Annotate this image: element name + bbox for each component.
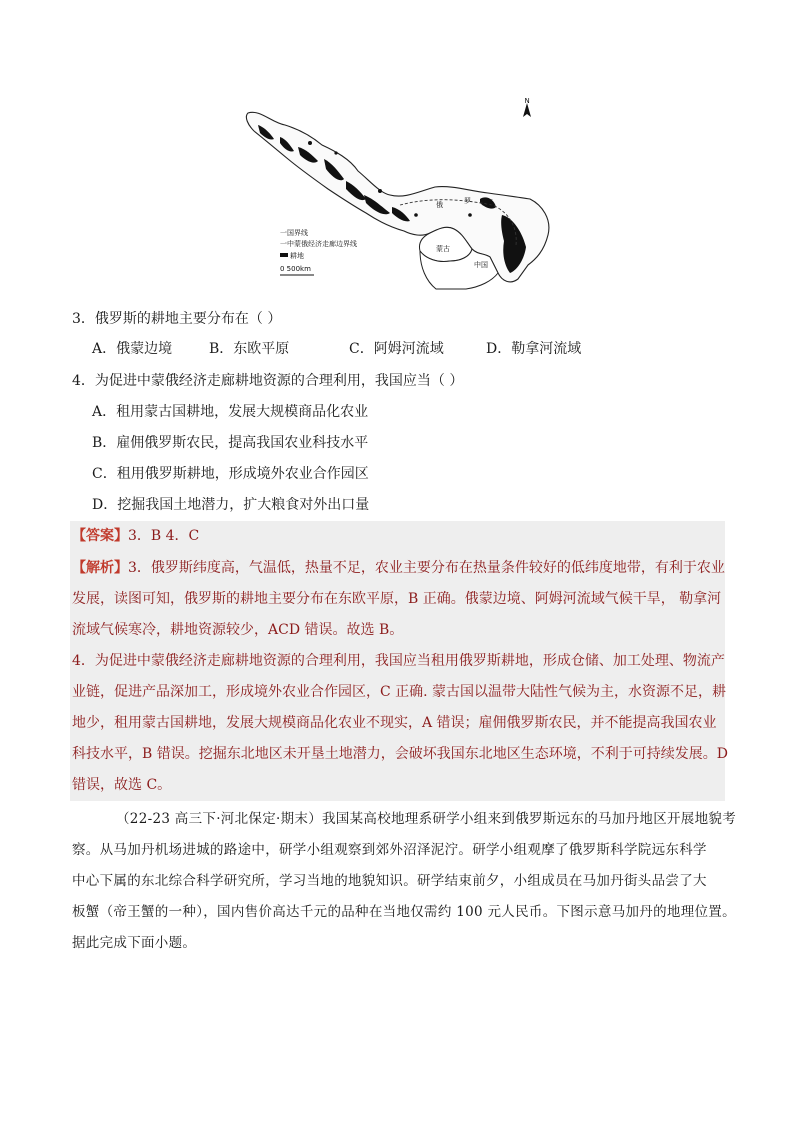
question-3-stem: 3．俄罗斯的耕地主要分布在（ ） [72, 311, 282, 327]
analysis-text-1: 3．俄罗斯纬度高，气温低，热量不足，农业主要分布在热量条件较好的低纬度地带，有利于农业 [128, 560, 725, 576]
answer-text: 3．B 4．C [128, 528, 200, 544]
label-china: 中国 [474, 261, 488, 269]
analysis-tag: 【解析】 [72, 560, 128, 576]
analysis-line-2: 发展，读图可知，俄罗斯的耕地主要分布在东欧平原，B 正确。俄蒙边境、阿姆河流域气候干旱， 勒拿河 [72, 591, 722, 607]
q3-option-a: A．俄蒙边境 [92, 341, 173, 357]
label-russia-2: 罗 [464, 197, 471, 205]
legend-farmland: 耕地 [290, 252, 304, 260]
q4-option-b: B．雇佣俄罗斯农民，提高我国农业科技水平 [92, 435, 369, 451]
answer-line [72, 526, 199, 546]
label-russia-3: 斯 [486, 199, 493, 207]
analysis-line-8: 错误，故选 C。 [72, 777, 172, 793]
label-russia-1: 俄 [436, 201, 443, 209]
russia-farmland-map [240, 95, 565, 290]
legend-corridor: 一中蒙俄经济走廊边界线 [280, 240, 357, 248]
material-line-5: 据此完成下面小题。 [72, 935, 197, 951]
q3-option-b: B．东欧平原 [209, 341, 290, 357]
analysis-line-1 [72, 558, 725, 578]
scale-label: 0 500km [280, 265, 311, 273]
q4-option-c: C．租用俄罗斯耕地，形成境外农业合作园区 [92, 466, 369, 482]
analysis-line-7: 科技水平，B 错误。挖掘东北地区未开垦土地潜力，会破坏我国东北地区生态环境，不利于可持续发展。D [72, 746, 728, 762]
question-4-stem: 4．为促进中蒙俄经济走廊耕地资源的合理利用，我国应当（ ） [72, 373, 464, 389]
q3-option-c: C．阿姆河流域 [349, 341, 444, 357]
q4-option-d: D．挖掘我国土地潜力，扩大粮食对外出口量 [92, 497, 370, 513]
q4-option-a: A．租用蒙古国耕地，发展大规模商品化农业 [92, 404, 369, 420]
material-line-3: 中心下属的东北综合科学研究所，学习当地的地貌知识。研学结束前夕，小组成员在马加丹街头品尝了大 [72, 873, 707, 889]
answer-tag: 【答案】 [72, 528, 128, 544]
q3-option-d: D．勒拿河流域 [486, 341, 582, 357]
analysis-line-6: 地少，租用蒙古国耕地，发展大规模商品化农业不现实，A 错误；雇佣俄罗斯农民，并不能提高我国农业 [72, 715, 717, 731]
map-legend [280, 228, 357, 275]
legend-farmland-swatch [280, 253, 288, 257]
analysis-line-3: 流域气候寒冷，耕地资源较少，ACD 错误。故选 B。 [72, 622, 404, 638]
material-line-4: 板蟹（帝王蟹的一种），国内售价高达千元的品种在当地仅需约 100 元人民币。下图示意马加丹的地理位置。 [72, 904, 736, 920]
material-line-1: （22-23 高三下·河北保定·期末）我国某高校地理系研学小组来到俄罗斯远东的马加丹地区开展地貌考 [116, 811, 736, 827]
legend-border: 一国界线 [280, 229, 308, 237]
north-arrow-icon [523, 97, 531, 117]
analysis-line-5: 业链，促进产品深加工，形成境外农业合作园区，C 正确. 蒙古国以温带大陆性气候为主，水资源不足，耕 [72, 684, 727, 700]
map-drawing [240, 95, 565, 290]
label-mongolia: 蒙古 [436, 245, 450, 253]
analysis-line-4: 4．为促进中蒙俄经济走廊耕地资源的合理利用，我国应当租用俄罗斯耕地，形成仓储、加工处理、物流产 [72, 653, 725, 669]
material-line-2: 察。从马加丹机场进城的路途中，研学小组观察到郊外沼泽泥泞。研学小组观摩了俄罗斯科学院远东科学 [72, 842, 707, 858]
north-label: N [524, 97, 530, 105]
